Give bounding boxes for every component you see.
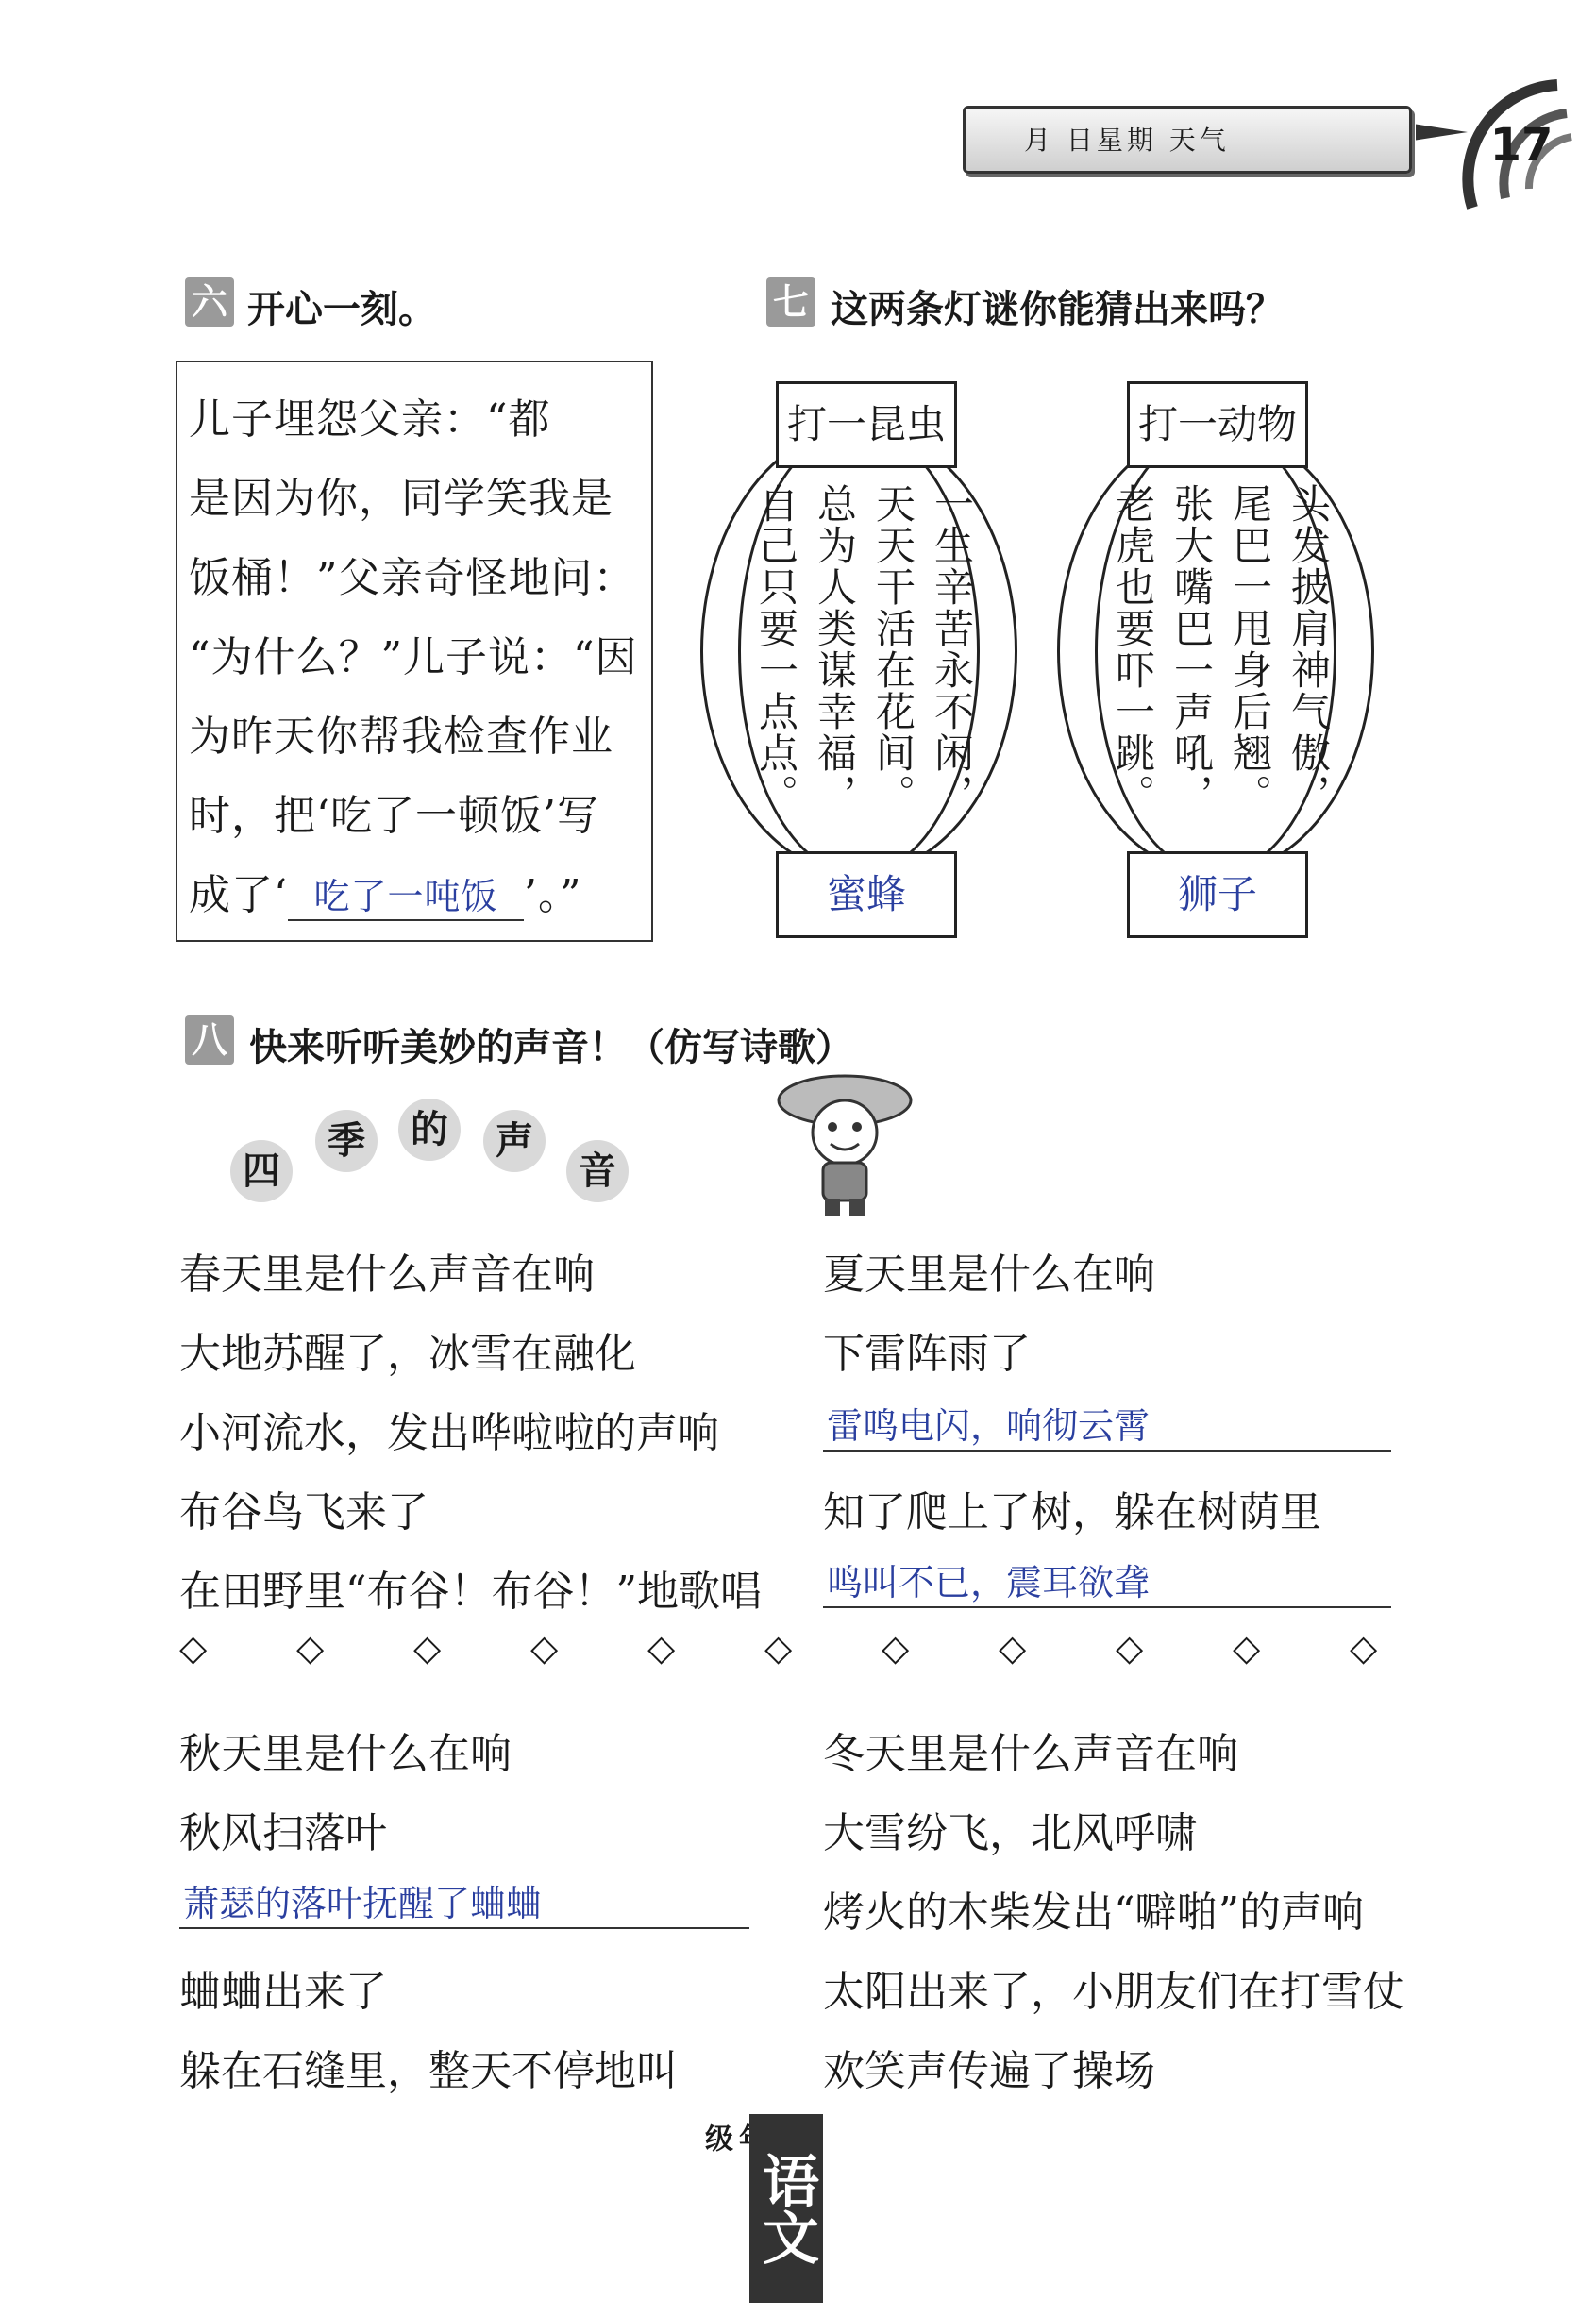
autumn-fill-answer: 萧瑟的落叶抚醒了蛐蛐 [183,1883,543,1924]
joke-last-line [189,861,581,921]
diamond-divider: ◇ [1116,1627,1144,1669]
autumn-fill-blank[interactable] [179,1927,749,1929]
poem-title-char: 季 [315,1110,378,1172]
diamond-divider: ◇ [530,1627,559,1669]
joke-answer: 吃了一吨饭 [313,876,498,917]
summer-line: 夏天里是什么在响 [823,1250,1155,1299]
riddle2-column: 张大嘴巴一声吼， [1168,483,1215,815]
summer-fill-answer: 鸣叫不已，震耳欲聋 [827,1562,1151,1603]
summer-line: 下雷阵雨了 [823,1330,1031,1378]
spring-line: 春天里是什么声音在响 [179,1250,595,1299]
riddle1-column: 天天干活在花间。 [870,483,916,815]
riddle1-column: 一生辛苦永不闲， [929,483,975,815]
spring-line: 小河流水，发出哗啦啦的声响 [179,1409,719,1457]
winter-line: 欢笑声传遍了操场 [823,2047,1155,2095]
diamond-divider: ◇ [179,1627,208,1669]
joke-line: “为什么？”儿子说：“因 [189,633,638,681]
joke-line: 为昨天你帮我检查作业 [189,713,613,761]
cartoon-boy-icon [774,1066,916,1217]
riddle2-column: 老虎也要吓一跳。 [1110,483,1156,815]
diamond-divider: ◇ [999,1627,1027,1669]
section-8-title: 快来听听美妙的声音！（仿写诗歌） [249,1026,853,1069]
diamond-divider: ◇ [296,1627,325,1669]
spring-line: 在田野里“布谷！布谷！”地歌唱 [179,1568,762,1616]
section-8-badge: 八 [185,1015,234,1065]
joke-last-suffix: ’。” [524,871,582,919]
date-label: 月 日星期 天气 [1024,125,1230,156]
riddle1-column: 自己只要一点点。 [753,483,799,815]
riddle2-column: 尾巴一甩身后翘。 [1227,483,1273,815]
joke-line: 儿子埋怨父亲：“都 [189,395,551,444]
riddle1-answer: 蜜蜂 [826,871,906,917]
riddle2-column: 头发披肩神气傲， [1285,483,1332,815]
winter-line: 冬天里是什么声音在响 [823,1730,1238,1778]
poem-title-char: 的 [398,1099,461,1161]
riddle1-answer-box[interactable] [776,851,957,938]
poem-title-char: 声 [483,1110,546,1172]
section-7-title: 这两条灯谜你能猜出来吗？ [831,288,1284,331]
spring-line: 布谷鸟飞来了 [179,1488,428,1536]
autumn-line: 秋天里是什么在响 [179,1730,512,1778]
diamond-divider: ◇ [1350,1627,1378,1669]
poem-title-char: 四 [230,1140,293,1202]
joke-line: 时，把‘吃了一顿饭’写 [189,792,599,840]
date-weather-bar [963,106,1412,174]
diamond-divider: ◇ [413,1627,442,1669]
poem-title-char: 音 [566,1140,629,1202]
joke-answer-blank[interactable] [288,867,524,921]
diamond-divider: ◇ [1233,1627,1261,1669]
summer-fill-blank[interactable] [823,1606,1391,1608]
autumn-line: 蛐蛐出来了 [179,1968,387,2016]
autumn-line: 躲在石缝里，整天不停地叫 [179,2047,678,2095]
joke-box [176,361,653,942]
winter-line: 烤火的木柴发出“噼啪”的声响 [823,1888,1364,1937]
summer-fill-answer: 雷鸣电闪，响彻云霄 [827,1405,1151,1447]
riddle2-answer: 狮子 [1177,871,1257,917]
spring-line: 大地苏醒了，冰雪在融化 [179,1330,636,1378]
riddle1-cap: 打一昆虫 [776,381,957,468]
riddle1-column: 总为人类谋幸福， [812,483,858,815]
diamond-divider: ◇ [647,1627,676,1669]
winter-line: 太阳出来了，小朋友们在打雪仗 [823,1968,1404,2016]
page-number: 17 [1489,119,1554,172]
summer-line: 知了爬上了树，躲在树荫里 [823,1488,1321,1536]
riddle2-cap: 打一动物 [1127,381,1308,468]
diamond-divider: ◇ [764,1627,793,1669]
autumn-line: 秋风扫落叶 [179,1809,387,1857]
summer-fill-blank[interactable] [823,1450,1391,1452]
winter-line: 大雪纷飞，北风呼啸 [823,1809,1197,1857]
joke-last-prefix: 成了‘ [189,871,288,919]
riddle2-answer-box[interactable] [1127,851,1308,938]
diamond-divider: ◇ [882,1627,910,1669]
grade-label: 级 [699,2123,732,2152]
joke-line: 是因为你，同学笑我是 [189,475,613,523]
section-6-title: 开心一刻。 [247,288,436,331]
subject-label: 语文 [749,2114,823,2303]
joke-line: 饭桶！”父亲奇怪地问： [189,554,636,602]
section-6-badge: 六 [185,277,234,327]
section-7-badge: 七 [766,277,815,327]
